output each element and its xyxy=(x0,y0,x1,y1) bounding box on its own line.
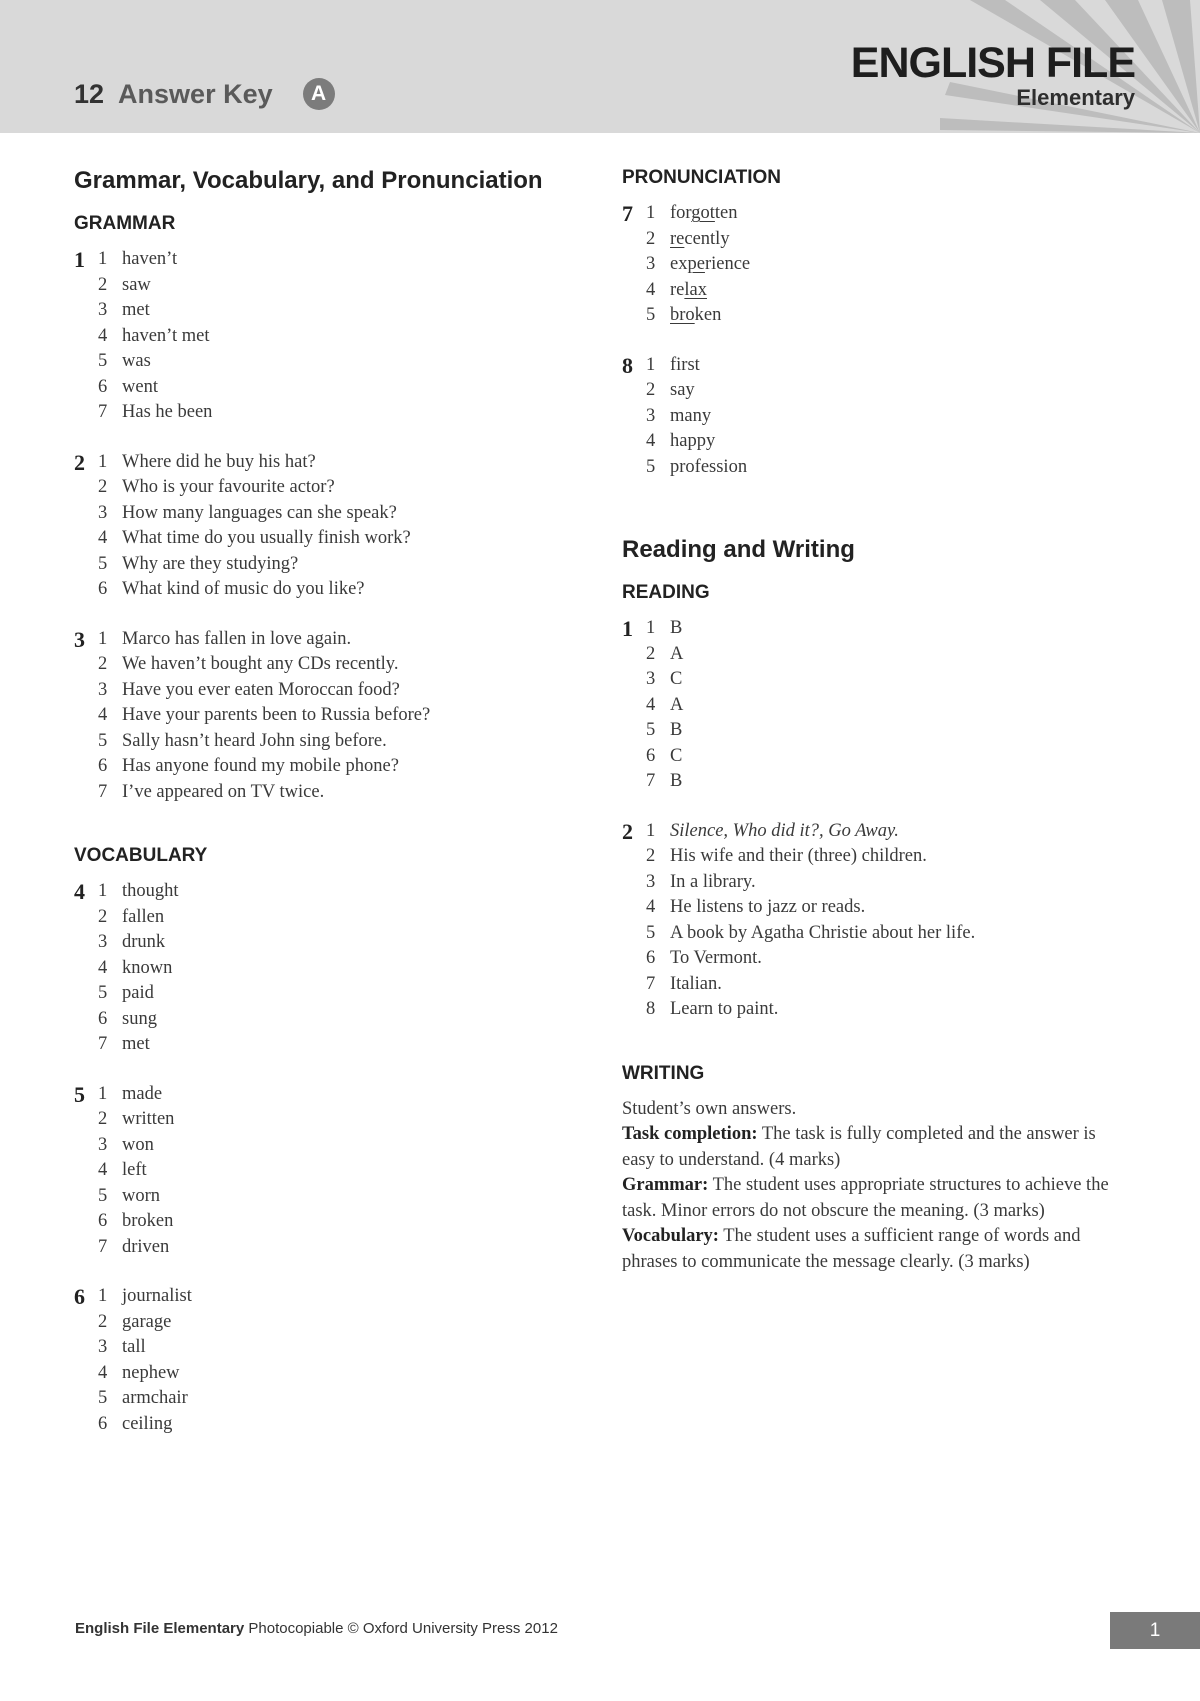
answer-text: Have your parents been to Russia before? xyxy=(122,705,431,725)
right-column xyxy=(622,165,1132,1275)
answer-text: Who is your favourite actor? xyxy=(122,477,335,497)
vocabulary-label: Vocabulary: xyxy=(622,1226,719,1246)
answer-number: 4 xyxy=(646,897,656,917)
reading-heading: READING xyxy=(622,582,710,603)
answer-text: I’ve appeared on TV twice. xyxy=(122,781,325,802)
answer-list xyxy=(98,879,594,1058)
answer-text: forgotten xyxy=(670,203,738,223)
answer-item xyxy=(98,930,594,956)
answer-item xyxy=(98,1184,594,1210)
page-number: 1 xyxy=(1110,1612,1200,1649)
writing-heading: WRITING xyxy=(622,1062,705,1084)
answer-item xyxy=(98,324,594,350)
answer-text: recently xyxy=(670,228,730,249)
answer-number: 1 xyxy=(646,618,656,638)
exercise-8 xyxy=(622,353,1132,481)
answer-number: 6 xyxy=(98,376,108,397)
reading-exercise-2 xyxy=(622,819,1132,1023)
answer-text: driven xyxy=(122,1236,170,1257)
answer-item xyxy=(646,353,1132,379)
answer-number: 7 xyxy=(646,771,656,791)
answer-item xyxy=(98,501,594,527)
answer-text: say xyxy=(670,380,695,400)
answer-text: C xyxy=(670,669,683,689)
answer-text: saw xyxy=(122,274,151,295)
answer-item xyxy=(98,400,594,426)
answer-text: haven’t met xyxy=(122,325,210,346)
page-header xyxy=(0,0,1200,133)
exercise-number: 1 xyxy=(622,616,633,641)
answer-item xyxy=(98,703,594,729)
exercise-number: 6 xyxy=(74,1284,85,1309)
answer-item xyxy=(646,870,1132,896)
answer-text: How many languages can she speak? xyxy=(122,502,397,523)
answer-text: Italian. xyxy=(670,973,722,994)
answer-number: 2 xyxy=(98,906,108,927)
answer-number: 1 xyxy=(98,881,108,901)
answer-number: 3 xyxy=(98,300,108,320)
answer-number: 7 xyxy=(98,1034,108,1054)
answer-number: 4 xyxy=(646,431,656,451)
answer-item xyxy=(646,693,1132,719)
answer-number: 5 xyxy=(646,305,656,325)
section-title-gvp: Grammar, Vocabulary, and Pronunciation xyxy=(74,167,543,194)
stressed-syllable: re xyxy=(670,228,685,249)
answer-number: 3 xyxy=(646,254,656,274)
pronunciation-heading: PRONUNCIATION xyxy=(622,167,782,188)
footer-copyright xyxy=(75,1620,558,1637)
answer-text: Why are they studying? xyxy=(122,553,299,574)
task-completion-label: Task completion: xyxy=(622,1124,758,1144)
answer-item xyxy=(646,844,1132,870)
task-completion-text: The task is fully completed and the answer is easy to understand. (4 marks) xyxy=(622,1124,1096,1170)
unit-number: 12 xyxy=(74,78,105,109)
answer-text: worn xyxy=(122,1185,161,1206)
answer-text: Where did he buy his hat? xyxy=(122,451,316,472)
answer-item xyxy=(646,744,1132,770)
answer-list xyxy=(646,353,1132,481)
answer-item xyxy=(98,1107,594,1133)
answer-text: B xyxy=(670,618,683,638)
answer-text: known xyxy=(122,957,173,978)
writing-rubric xyxy=(622,1097,1132,1276)
answer-item xyxy=(646,404,1132,430)
answer-number: 2 xyxy=(646,846,656,866)
answer-number: 4 xyxy=(98,957,108,978)
answer-item xyxy=(98,1361,594,1387)
answer-item xyxy=(646,667,1132,693)
exercise-3 xyxy=(74,627,594,806)
answer-text: C xyxy=(670,745,683,766)
answer-item xyxy=(646,972,1132,998)
answer-text: B xyxy=(670,771,683,791)
answer-list xyxy=(98,1082,594,1261)
answer-item xyxy=(646,642,1132,668)
answer-text: sung xyxy=(122,1008,157,1029)
answer-number: 1 xyxy=(98,249,108,269)
answer-number: 8 xyxy=(646,999,656,1019)
exercise-1 xyxy=(74,247,594,426)
vocabulary-heading: VOCABULARY xyxy=(74,845,208,866)
answer-text: happy xyxy=(670,431,716,451)
exercise-7 xyxy=(622,201,1132,329)
answer-item xyxy=(98,1133,594,1159)
answer-item xyxy=(646,201,1132,227)
exercise-number: 4 xyxy=(74,879,85,904)
answer-number: 5 xyxy=(98,553,108,574)
answer-number: 6 xyxy=(98,1008,108,1029)
answer-text: drunk xyxy=(122,932,166,952)
answer-text: won xyxy=(122,1134,154,1155)
answer-number: 5 xyxy=(646,720,656,740)
stressed-syllable: got xyxy=(691,203,715,223)
writing-vocabulary xyxy=(622,1224,1132,1275)
answer-number: 2 xyxy=(646,643,656,664)
answer-number: 1 xyxy=(98,628,108,649)
left-column xyxy=(74,165,594,1461)
answer-text: B xyxy=(670,720,683,740)
exercise-2 xyxy=(74,450,594,603)
answer-item xyxy=(98,780,594,806)
answer-text: Learn to paint. xyxy=(670,999,779,1019)
answer-text: met xyxy=(122,300,150,320)
answer-number: 4 xyxy=(98,1362,108,1383)
answer-item xyxy=(646,303,1132,329)
answer-text: Has anyone found my mobile phone? xyxy=(122,756,399,776)
reading-exercise-1 xyxy=(622,616,1132,795)
answer-list xyxy=(646,616,1132,795)
answer-number: 4 xyxy=(98,325,108,346)
stressed-syllable: bro xyxy=(670,305,695,325)
answer-item xyxy=(98,905,594,931)
answer-number: 5 xyxy=(98,1388,108,1408)
answer-number: 3 xyxy=(98,1134,108,1155)
answer-item xyxy=(98,729,594,755)
answer-list xyxy=(98,247,594,426)
answer-text: In a library. xyxy=(670,871,756,892)
answer-text: haven’t xyxy=(122,249,178,269)
answer-text: armchair xyxy=(122,1388,188,1408)
answer-number: 1 xyxy=(646,820,656,841)
answer-number: 2 xyxy=(646,228,656,249)
answer-item xyxy=(646,278,1132,304)
answer-text: tall xyxy=(122,1337,146,1357)
answer-item xyxy=(646,819,1132,845)
answer-number: 5 xyxy=(98,730,108,751)
answer-text: His wife and their (three) children. xyxy=(670,846,927,866)
answer-text: ceiling xyxy=(122,1413,173,1434)
answer-number: 1 xyxy=(98,1083,108,1104)
answer-number: 3 xyxy=(646,405,656,426)
exercise-4 xyxy=(74,879,594,1058)
answer-text: fallen xyxy=(122,906,165,927)
answer-number: 7 xyxy=(646,973,656,994)
stressed-syllable: pe xyxy=(687,254,705,274)
answer-text: A book by Agatha Christie about her life. xyxy=(670,922,976,943)
exercise-6 xyxy=(74,1284,594,1437)
answer-number: 1 xyxy=(646,354,656,375)
answer-item xyxy=(98,298,594,324)
answer-number: 2 xyxy=(98,1311,108,1332)
answer-text: paid xyxy=(122,983,154,1003)
answer-item xyxy=(646,997,1132,1023)
footer-text: Photocopiable © Oxford University Press 2012 xyxy=(244,1620,558,1637)
answer-text: Sally hasn’t heard John sing before. xyxy=(122,730,387,751)
exercise-number: 8 xyxy=(622,352,633,378)
answer-item xyxy=(98,552,594,578)
answer-item xyxy=(646,252,1132,278)
answer-item xyxy=(98,879,594,905)
answer-item xyxy=(98,627,594,653)
answer-number: 4 xyxy=(98,705,108,725)
answer-item xyxy=(646,378,1132,404)
answer-text: Silence, Who did it?, Go Away. xyxy=(670,820,899,841)
exercise-number: 5 xyxy=(74,1081,85,1107)
answer-number: 6 xyxy=(98,1211,108,1231)
answer-item xyxy=(646,895,1132,921)
grammar-label: Grammar: xyxy=(622,1175,709,1195)
answer-number: 3 xyxy=(98,502,108,523)
answer-number: 7 xyxy=(98,402,108,422)
answer-text: relax xyxy=(670,279,707,300)
writing-task-completion xyxy=(622,1122,1132,1173)
answer-number: 3 xyxy=(98,932,108,952)
answer-text: thought xyxy=(122,881,179,901)
answer-number: 5 xyxy=(98,983,108,1003)
answer-number: 3 xyxy=(98,1337,108,1357)
answer-number: 5 xyxy=(646,922,656,943)
answer-text: written xyxy=(122,1109,175,1129)
answer-number: 6 xyxy=(98,756,108,776)
answer-list xyxy=(646,819,1132,1023)
answer-list xyxy=(98,450,594,603)
answer-text: met xyxy=(122,1034,150,1054)
answer-item xyxy=(98,956,594,982)
answer-number: 2 xyxy=(98,477,108,497)
answer-text: was xyxy=(122,351,151,371)
answer-text: broken xyxy=(122,1211,174,1231)
grammar-text: The student uses appropriate structures to achieve the task. Minor errors do not obscure the meaning. (3 marks) xyxy=(622,1175,1109,1221)
section-title-reading-writing: Reading and Writing xyxy=(622,536,855,563)
answer-list xyxy=(98,627,594,806)
answer-item xyxy=(98,1082,594,1108)
answer-text: We haven’t bought any CDs recently. xyxy=(122,654,399,674)
answer-number: 6 xyxy=(646,745,656,766)
answer-item xyxy=(98,273,594,299)
answer-item xyxy=(98,577,594,603)
answer-number: 3 xyxy=(646,669,656,689)
answer-item xyxy=(98,1284,594,1310)
answer-text: What time do you usually finish work? xyxy=(122,528,411,548)
answer-item xyxy=(98,981,594,1007)
answer-text: Have you ever eaten Moroccan food? xyxy=(122,679,400,700)
answer-item xyxy=(646,921,1132,947)
answer-item xyxy=(98,247,594,273)
footer-bold: English File Elementary xyxy=(75,1620,245,1637)
answer-item xyxy=(98,678,594,704)
answer-item xyxy=(646,946,1132,972)
answer-item xyxy=(646,429,1132,455)
answer-item xyxy=(98,754,594,780)
answer-number: 6 xyxy=(646,948,656,968)
answer-number: 6 xyxy=(98,579,108,599)
answer-item xyxy=(98,1412,594,1438)
answer-text: broken xyxy=(670,305,722,325)
answer-item xyxy=(98,475,594,501)
answer-number: 4 xyxy=(646,694,656,715)
exercise-number: 7 xyxy=(622,201,633,226)
answer-number: 5 xyxy=(646,456,656,477)
answer-item xyxy=(98,526,594,552)
answer-text: went xyxy=(122,376,158,397)
answer-item xyxy=(98,1386,594,1412)
answer-item xyxy=(646,769,1132,795)
answer-text: What kind of music do you like? xyxy=(122,579,365,599)
answer-text: experience xyxy=(670,254,751,274)
exercise-number: 1 xyxy=(74,247,85,272)
answer-list xyxy=(98,1284,594,1437)
answer-text: He listens to jazz or reads. xyxy=(670,897,866,917)
answer-number: 2 xyxy=(98,654,108,674)
answer-text: A xyxy=(670,694,684,715)
answer-text: garage xyxy=(122,1311,172,1332)
answer-number: 5 xyxy=(98,351,108,371)
unit-label: Answer Key xyxy=(118,78,273,109)
answer-number: 6 xyxy=(98,1413,108,1434)
answer-list xyxy=(646,201,1132,329)
answer-item xyxy=(98,375,594,401)
answer-item xyxy=(646,455,1132,481)
exercise-number: 2 xyxy=(74,449,85,475)
answer-number: 3 xyxy=(646,871,656,892)
answer-text: A xyxy=(670,643,684,664)
stressed-syllable: lax xyxy=(684,279,707,300)
answer-item xyxy=(646,718,1132,744)
answer-number: 1 xyxy=(646,203,656,223)
answer-item xyxy=(98,1335,594,1361)
answer-item xyxy=(98,1007,594,1033)
answer-text: profession xyxy=(670,456,748,477)
vocabulary-text: The student uses a sufficient range of words and phrases to communicate the message clearly. (3 marks) xyxy=(622,1226,1081,1272)
answer-item xyxy=(646,616,1132,642)
answer-number: 1 xyxy=(98,451,108,472)
version-badge: A xyxy=(303,78,335,110)
writing-grammar xyxy=(622,1173,1132,1224)
answer-text: Has he been xyxy=(122,402,213,422)
answer-number: 7 xyxy=(98,781,108,802)
answer-number: 4 xyxy=(98,1160,108,1180)
answer-text: many xyxy=(670,405,712,426)
answer-text: nephew xyxy=(122,1362,180,1383)
answer-text: left xyxy=(122,1160,147,1180)
answer-item xyxy=(98,450,594,476)
answer-item xyxy=(98,349,594,375)
answer-item xyxy=(98,1235,594,1261)
exercise-number: 2 xyxy=(622,818,633,844)
unit-title xyxy=(74,78,335,110)
answer-number: 4 xyxy=(98,528,108,548)
grammar-heading: GRAMMAR xyxy=(74,213,176,234)
answer-number: 2 xyxy=(98,274,108,295)
brand-level: Elementary xyxy=(1016,85,1135,110)
answer-number: 4 xyxy=(646,279,656,300)
answer-text: journalist xyxy=(122,1286,192,1306)
brand-logo xyxy=(851,40,1135,110)
answer-item xyxy=(98,1032,594,1058)
answer-text: made xyxy=(122,1083,163,1104)
answer-number: 3 xyxy=(98,679,108,700)
brand-name: ENGLISH FILE xyxy=(850,39,1135,87)
answer-number: 2 xyxy=(98,1109,108,1129)
exercise-5 xyxy=(74,1082,594,1261)
exercise-number: 3 xyxy=(74,626,85,652)
writing-intro: Student’s own answers. xyxy=(622,1098,797,1119)
answer-text: Marco has fallen in love again. xyxy=(122,628,352,649)
answer-number: 7 xyxy=(98,1236,108,1257)
answer-item xyxy=(98,1310,594,1336)
answer-item xyxy=(98,1209,594,1235)
answer-number: 2 xyxy=(646,380,656,400)
answer-item xyxy=(98,1158,594,1184)
answer-number: 5 xyxy=(98,1185,108,1206)
answer-text: first xyxy=(670,354,700,375)
answer-item xyxy=(98,652,594,678)
answer-number: 1 xyxy=(98,1286,108,1306)
answer-item xyxy=(646,227,1132,253)
answer-text: To Vermont. xyxy=(670,948,762,968)
